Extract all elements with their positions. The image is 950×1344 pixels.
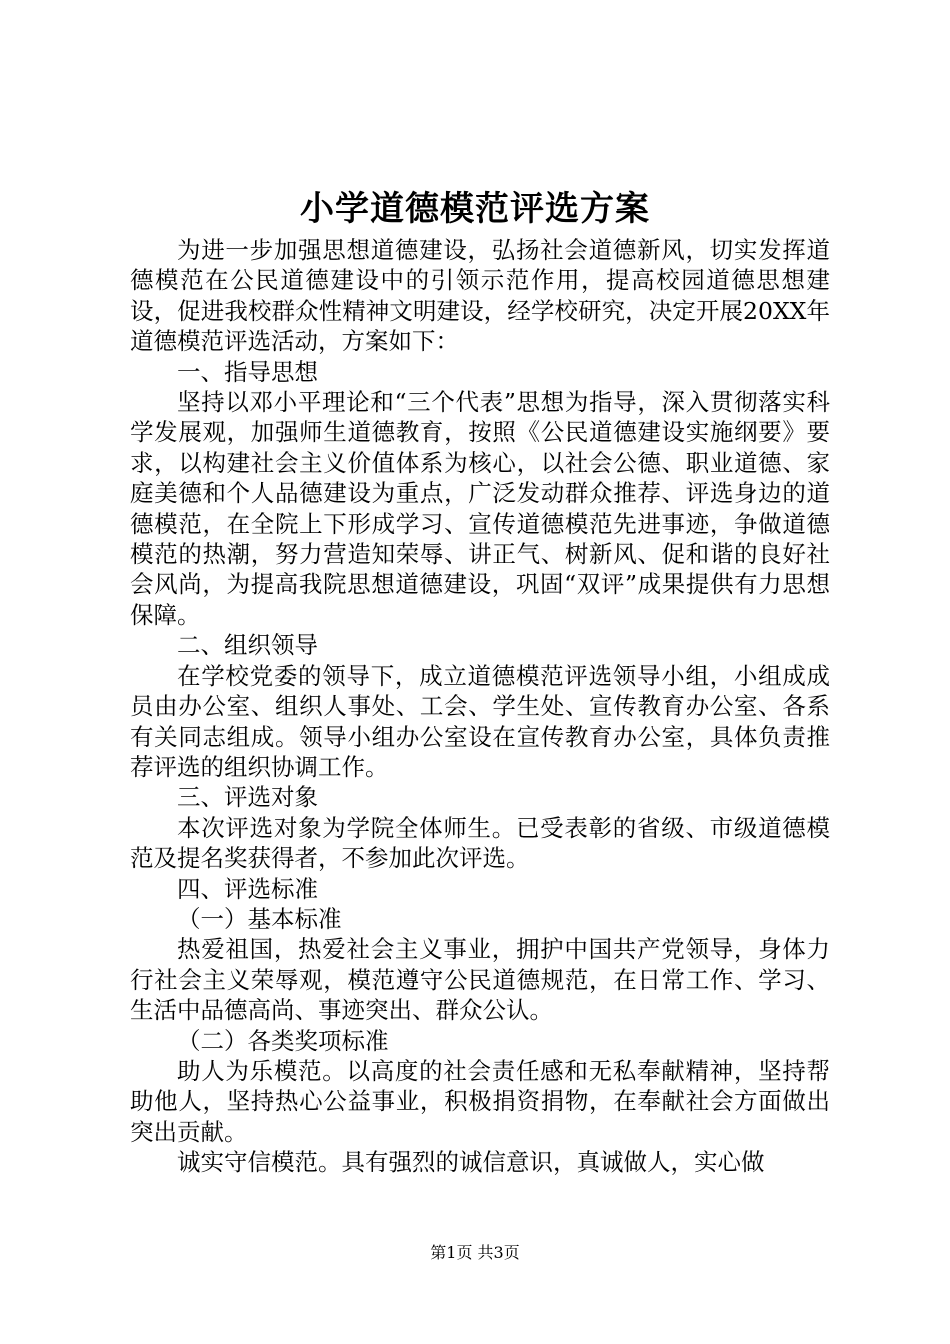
honesty-paragraph: 诚实守信模范。具有强烈的诚信意识，真诚做人，实心做 bbox=[177, 1148, 765, 1177]
subsection-heading-basic-criteria: （一）基本标准 bbox=[177, 904, 342, 933]
document-body bbox=[130, 235, 830, 1178]
section-heading-guiding-ideology: 一、指导思想 bbox=[177, 357, 318, 386]
section-heading-targets: 三、评选对象 bbox=[177, 783, 318, 812]
targets-paragraph: 本次评选对象为学院全体师生。已受表彰的省级、市级道德模范及提名奖获得者，不参加此次评选。 bbox=[130, 813, 830, 873]
helping-others-paragraph: 助人为乐模范。以高度的社会责任感和无私奉献精神，坚持帮助他人，坚持热心公益事业，积极捐资捐物，在奉献社会方面做出突出贡献。 bbox=[130, 1056, 830, 1146]
document-title: 小学道德模范评选方案 bbox=[300, 189, 650, 229]
basic-criteria-paragraph: 热爱祖国，热爱社会主义事业，拥护中国共产党领导，身体力行社会主义荣辱观，模范遵守公民道德规范，在日常工作、学习、生活中品德高尚、事迹突出、群众公认。 bbox=[130, 935, 830, 1025]
page-number-footer: 第1页 共3页 bbox=[430, 1243, 520, 1262]
guiding-ideology-paragraph: 坚持以邓小平理论和“三个代表”思想为指导，深入贯彻落实科学发展观，加强师生道德教育，按照《公民道德建设实施纲要》要求，以构建社会主义价值体系为核心，以社会公德、职业道德、家庭美德和个人品德建设为重点，广泛发动群众推荐、评选身边的道德模范，在全院上下形成学习、宣传道德模范先进事迹，争做道德模范的热潮，努力营造知荣辱、讲正气、树新风、促和谐的良好社会风尚，为提高我院思想道德建设，巩固“双评”成果提供有力思想保障。 bbox=[130, 388, 830, 629]
subsection-heading-award-criteria: （二）各类奖项标准 bbox=[177, 1026, 389, 1055]
organization-paragraph: 在学校党委的领导下，成立道德模范评选领导小组，小组成成员由办公室、组织人事处、工会、学生处、宣传教育办公室、各系有关同志组成。领导小组办公室设在宣传教育办公室，具体负责推荐评选的组织协调工作。 bbox=[130, 661, 830, 781]
section-heading-organization: 二、组织领导 bbox=[177, 631, 318, 660]
intro-paragraph: 为进一步加强思想道德建设，弘扬社会道德新风，切实发挥道德模范在公民道德建设中的引领示范作用，提高校园道德思想建设，促进我校群众性精神文明建设，经学校研究，决定开展20XX年道德模范评选活动，方案如下： bbox=[130, 236, 830, 356]
section-heading-criteria: 四、评选标准 bbox=[177, 874, 318, 903]
